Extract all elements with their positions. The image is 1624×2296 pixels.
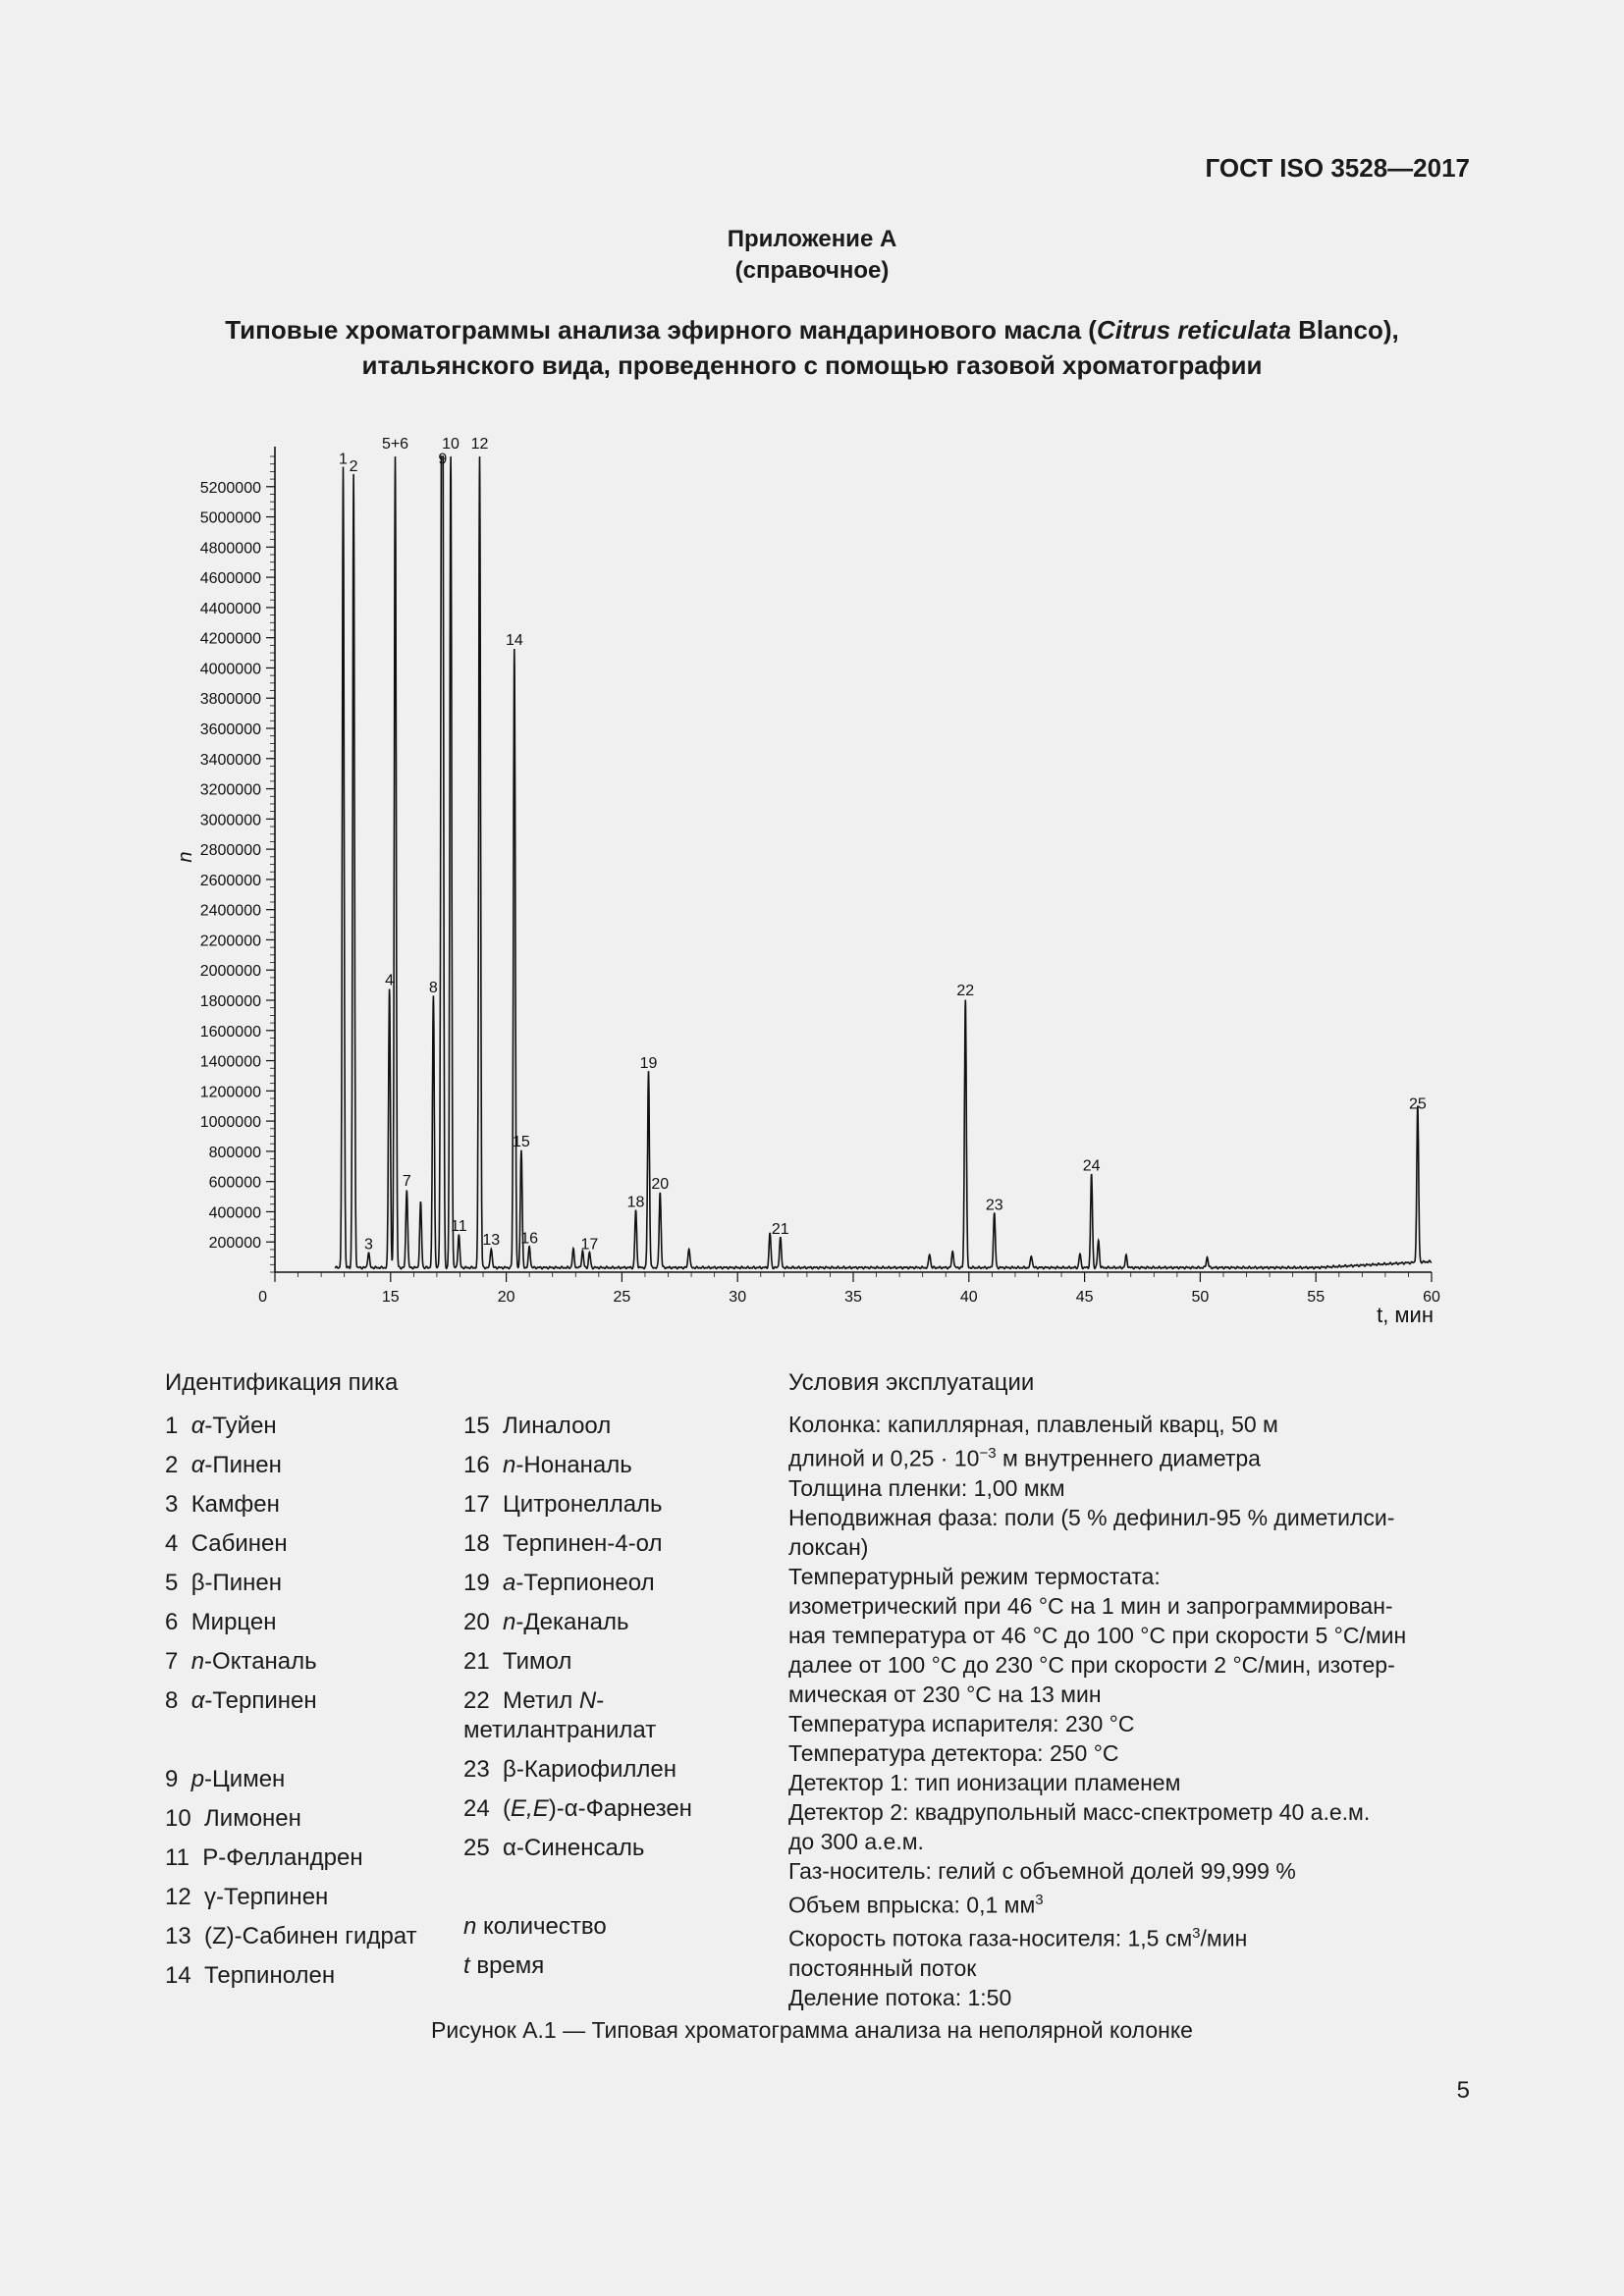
x-tick-label: 30 [729, 1289, 747, 1306]
peak-list-item: 23 β-Кариофиллен [463, 1756, 677, 1783]
x-tick-label: 15 [381, 1289, 400, 1306]
peak-list-item: 6 Мирцен [165, 1609, 277, 1635]
y-tick-label: 5000000 [199, 509, 261, 527]
cond-line: изометрический при 46 °С на 1 мин и запрограммирован- [788, 1592, 1393, 1619]
y-tick-label: 3600000 [199, 721, 261, 738]
peak-list-item: 10 Лимонен [165, 1805, 301, 1832]
peak-label: 21 [771, 1221, 789, 1239]
y-tick-label: 1200000 [199, 1084, 261, 1101]
y-tick-label: 2600000 [199, 872, 261, 889]
y-tick-label: 1000000 [199, 1114, 261, 1132]
figure-title-line2: итальянского вида, проведенного с помощью газовой хроматографии [361, 350, 1263, 380]
y-axis-ticks [200, 456, 275, 1272]
cond-line: Детектор 1: тип ионизации пламенем [788, 1769, 1181, 1795]
y-tick-label: 4000000 [199, 661, 261, 678]
peak-label: 3 [363, 1236, 373, 1254]
peak-list-item: 16 n-Нонаналь [463, 1452, 632, 1478]
x-tick-label: 35 [844, 1289, 862, 1306]
cond-line: далее от 100 °С до 230 °С при скорости 2 °С/мин, изотер- [788, 1651, 1395, 1678]
operating-conditions [788, 1410, 1466, 2012]
peak-identification-heading: Идентификация пика [165, 1369, 399, 1396]
peak-list-item: 14 Терпинолен [165, 1962, 336, 1989]
peak-list-item: 24 (E,E)-α-Фарнезен [463, 1795, 692, 1822]
cond-line: Температурный режим термостата: [788, 1563, 1161, 1589]
cond-line: Неподвижная фаза: поли (5 % дефинил-95 % диметилси- [788, 1504, 1395, 1530]
peak-list-item: 21 Тимол [463, 1648, 572, 1675]
cond-line: Температура детектора: 250 °С [788, 1739, 1119, 1766]
x-axis-ticks [258, 1272, 1440, 1306]
y-tick-label: 2400000 [199, 902, 261, 920]
peak-list-item: 20 n-Деканаль [463, 1609, 629, 1635]
peak-label: 1 [339, 451, 348, 468]
x-tick-label: 25 [613, 1289, 631, 1306]
peak-list-item: 9 p-Цимен [165, 1766, 286, 1792]
x-tick-label: 50 [1191, 1289, 1210, 1306]
peak-list-item: 5 β-Пинен [165, 1570, 282, 1596]
peak-list-item: 11 Р-Фелландрен [165, 1844, 363, 1871]
peak-list-item: 22 Метил N-метилантранилат [463, 1687, 657, 1743]
x-axis-label: t, мин [1377, 1303, 1434, 1327]
peak-list-item [165, 1721, 460, 1760]
y-tick-label: 600000 [208, 1174, 261, 1192]
peak-list-item [463, 1868, 758, 1907]
peak-list-item: t время [463, 1952, 545, 1979]
peak-list-item: 12 γ-Терпинен [165, 1884, 329, 1910]
x-tick-label: 45 [1075, 1289, 1094, 1306]
cond-line: до 300 а.е.м. [788, 1828, 924, 1854]
peak-label: 8 [428, 980, 438, 996]
y-tick-label: 1400000 [199, 1053, 261, 1071]
figure-caption: Рисунок А.1 — Типовая хроматограмма анализа на неполярной колонке [431, 2017, 1193, 2043]
peak-list-item: 13 (Z)-Сабинен гидрат [165, 1923, 417, 1949]
y-tick-label: 400000 [208, 1204, 261, 1222]
peak-label: 10 [442, 436, 460, 453]
appendix-heading [0, 224, 1624, 287]
peak-list-item: 7 n-Октаналь [165, 1648, 317, 1675]
title-species: Citrus reticulata [1096, 315, 1291, 345]
cond-line: постоянный поток [788, 1954, 977, 1981]
figure-title-line1 [147, 312, 1477, 347]
peak-list-item: 3 Камфен [165, 1491, 280, 1518]
peak-label: 9 [438, 451, 448, 468]
cond-line: Газ-носитель: гелий с объемной долей 99,999 % [788, 1857, 1296, 1884]
peak-label: 5+6 [381, 436, 409, 453]
cond-line: Детектор 2: квадрупольный масс-спектрометр 40 а.е.м. [788, 1798, 1371, 1825]
y-tick-label: 2800000 [199, 842, 261, 860]
y-tick-label: 1800000 [199, 993, 261, 1010]
y-tick-label: 4600000 [199, 570, 261, 588]
x-tick-label: 20 [497, 1289, 515, 1306]
chromatogram-chart [147, 417, 1453, 1340]
peak-label: 22 [956, 983, 975, 1000]
peak-label: 4 [385, 972, 395, 989]
cond-line: Деление потока: 1:50 [788, 1984, 1012, 2010]
title-text-b: Blanco), [1290, 315, 1399, 345]
y-tick-label: 4200000 [199, 630, 261, 648]
page-number: 5 [1456, 2077, 1470, 2104]
x-tick-label: 55 [1307, 1289, 1326, 1306]
cond-line: локсан) [788, 1533, 869, 1560]
peak-label: 24 [1082, 1157, 1101, 1175]
peak-labels [339, 436, 1427, 1254]
x-tick-label: 60 [1423, 1289, 1440, 1306]
y-tick-label: 200000 [208, 1235, 261, 1253]
peak-label: 25 [1408, 1095, 1427, 1113]
peak-list-item: 25 α-Синенсаль [463, 1835, 645, 1861]
cond-line: мическая от 230 °С на 13 мин [788, 1681, 1102, 1707]
x-tick-label: 0 [258, 1289, 267, 1306]
peak-list-item: 4 Сабинен [165, 1530, 288, 1557]
appendix-subtitle: (справочное) [734, 257, 890, 284]
figure-title [147, 312, 1477, 383]
cond-line: Толщина пленки: 1,00 мкм [788, 1474, 1065, 1501]
y-tick-label: 4800000 [199, 540, 261, 558]
title-text-a: Типовые хроматограммы анализа эфирного мандаринового масла ( [225, 315, 1097, 345]
cond-line: Колонка: капиллярная, плавленый кварц, 50 м [788, 1412, 1278, 1437]
peak-label: 19 [639, 1054, 658, 1072]
peak-label: 7 [402, 1172, 411, 1190]
y-tick-label: 3400000 [199, 751, 261, 769]
peak-list-item: 17 Цитронеллаль [463, 1491, 663, 1518]
peak-label: 23 [985, 1197, 1003, 1214]
peak-list-item: 18 Терпинен-4-ол [463, 1530, 663, 1557]
peak-label: 16 [520, 1230, 539, 1248]
peak-list-item: 2 α-Пинен [165, 1452, 282, 1478]
peak-label: 12 [470, 436, 489, 453]
y-tick-label: 3800000 [199, 691, 261, 709]
peak-list-item: n количество [463, 1913, 607, 1940]
x-tick-label: 40 [959, 1289, 978, 1306]
peak-label: 13 [482, 1231, 501, 1249]
conditions-heading: Условия эксплуатации [788, 1369, 1035, 1396]
y-tick-label: 4400000 [199, 600, 261, 617]
peak-list-item: 19 a-Терпионеол [463, 1570, 655, 1596]
standard-number: ГОСТ ISO 3528—2017 [1205, 153, 1470, 183]
y-tick-label: 2000000 [199, 963, 261, 981]
y-tick-label: 800000 [208, 1144, 261, 1161]
peak-list-column-1 [165, 1407, 460, 1996]
peak-label: 2 [349, 458, 358, 476]
peak-label: 20 [651, 1176, 670, 1194]
peak-list-item: 8 α-Терпинен [165, 1687, 317, 1714]
y-tick-label: 1600000 [199, 1023, 261, 1041]
y-tick-label: 3000000 [199, 812, 261, 829]
peak-label: 15 [513, 1133, 530, 1150]
peak-label: 14 [505, 632, 523, 650]
cond-line: Объем впрыска: 0,1 $мм^3$ [788, 1891, 1044, 1918]
y-tick-label: 2200000 [199, 933, 261, 950]
peak-label: 17 [580, 1236, 599, 1254]
y-tick-label: 3200000 [199, 781, 261, 799]
peak-list-column-2 [463, 1407, 758, 1986]
cond-line: Скорость потока газа-носителя: 1,5 $см^3$/мин [788, 1925, 1248, 1951]
cond-line: Температура испарителя: 230 °С [788, 1710, 1135, 1736]
chromatogram-trace [335, 456, 1432, 1269]
y-axis-label: n [175, 851, 196, 863]
appendix-title: Приложение А [727, 226, 897, 252]
cond-line: ная температура от 46 °С до 100 °С при скорости 5 °С/мин [788, 1622, 1407, 1648]
peak-label: 18 [626, 1194, 645, 1211]
cond-line: длиной и $0,25 \cdot 10^{-3}$ м внутреннего диаметра [788, 1445, 1261, 1471]
peak-list-item: 15 Линалоол [463, 1413, 612, 1439]
peak-label: 11 [450, 1218, 467, 1236]
peak-list-item: 1 α-Туйен [165, 1413, 277, 1439]
y-tick-label: 5200000 [199, 479, 261, 497]
